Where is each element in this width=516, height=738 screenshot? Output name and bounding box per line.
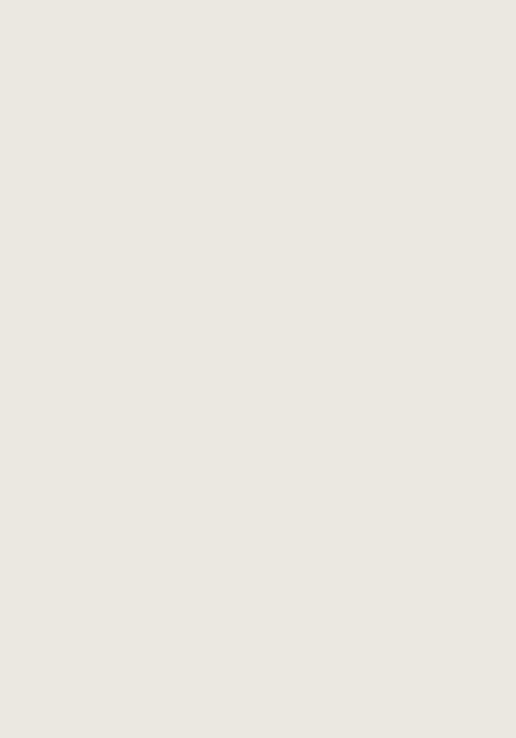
top-text-column <box>4 52 482 392</box>
bottom-text-column <box>4 400 482 710</box>
